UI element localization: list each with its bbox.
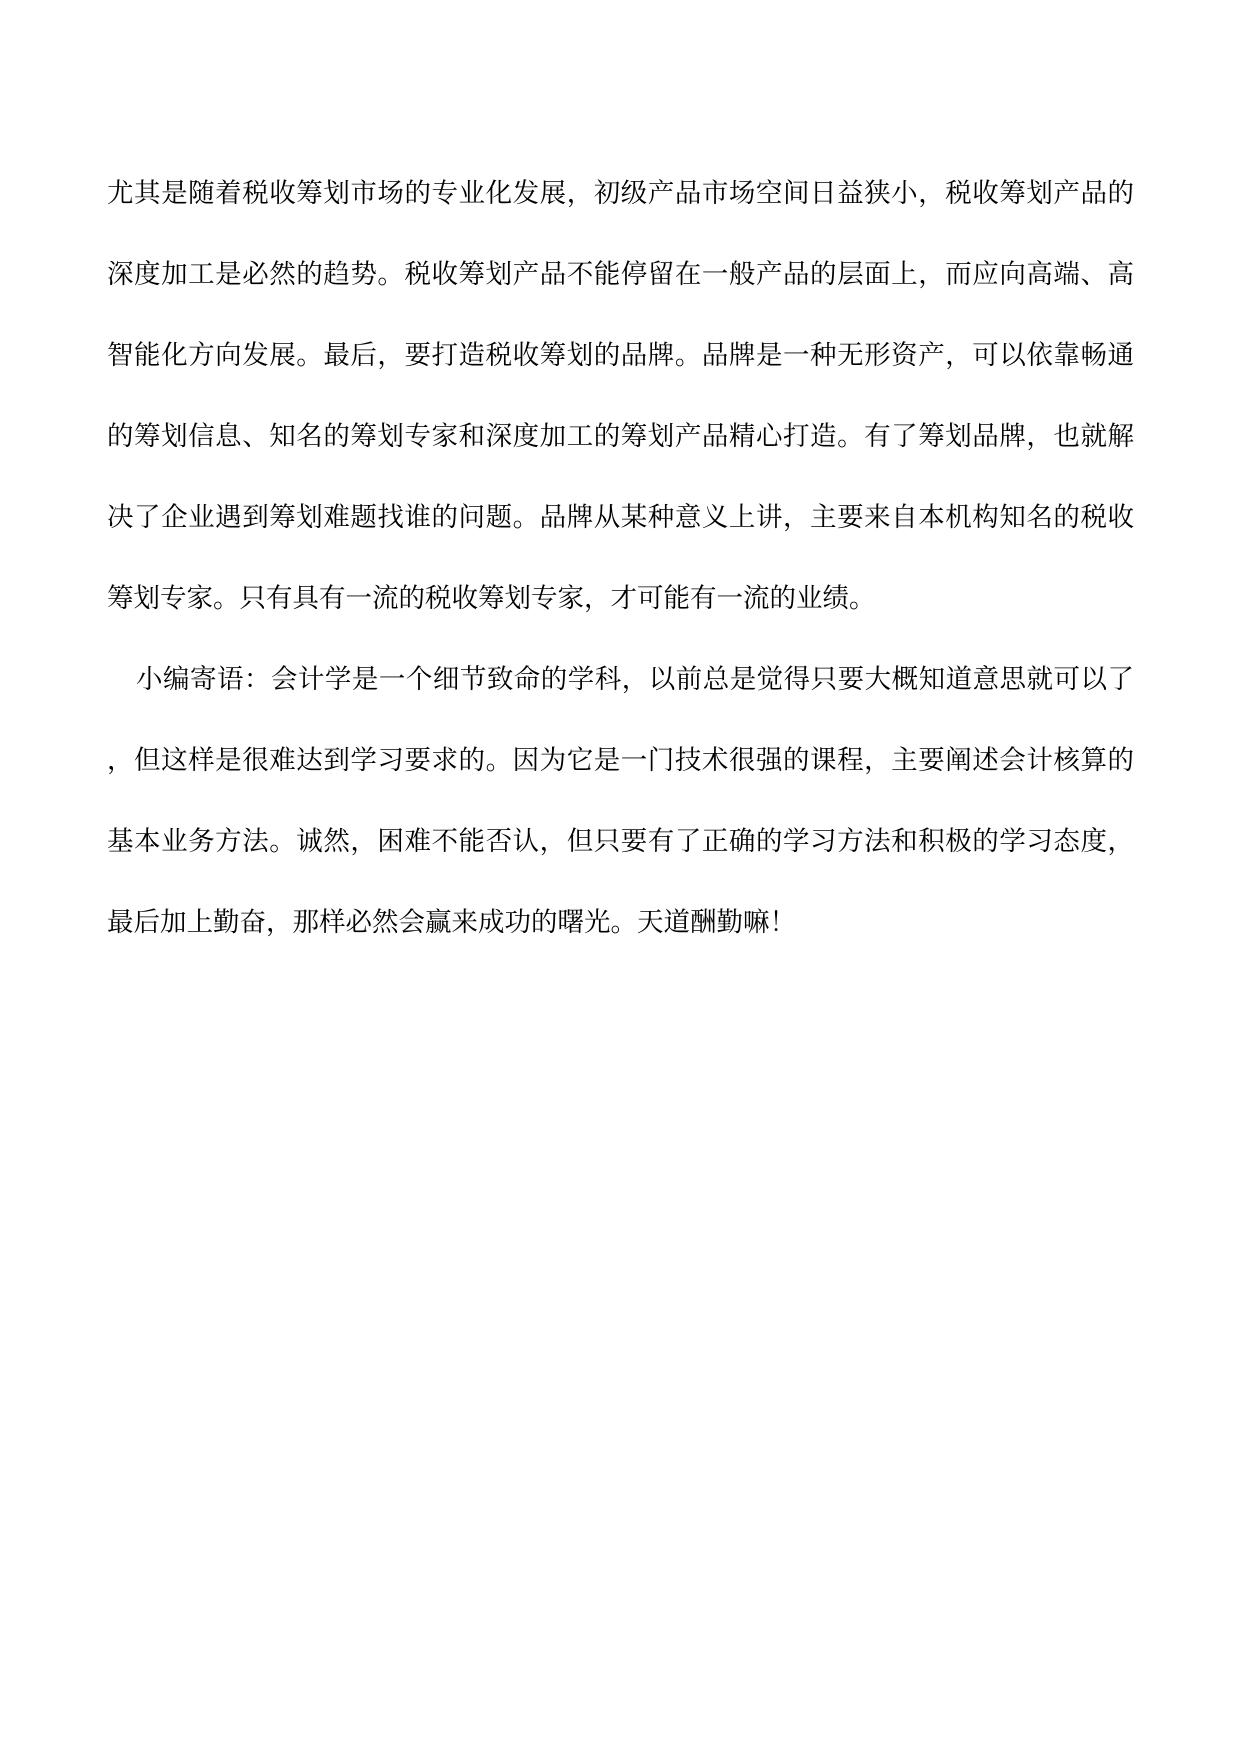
paragraph-tax-planning-brand: 尤其是随着税收筹划市场的专业化发展，初级产品市场空间日益狭小，税收筹划产品的深度加工是必然的趋势。税收筹划产品不能停留在一般产品的层面上，而应向高端、高智能化方向发展。最后，要打造税收筹划的品牌。品牌是一种无形资产，可以依靠畅通的筹划信息、知名的筹划专家和深度加工的筹划产品精心打造。有了筹划品牌，也就解决了企业遇到筹划难题找谁的问题。品牌从某种意义上讲，主要来自本机构知名的税收筹划专家。只有具有一流的税收筹划专家，才可能有一流的业绩。 bbox=[107, 178, 1134, 614]
document-body bbox=[107, 153, 1134, 963]
paragraph-editor-note: 小编寄语：会计学是一个细节致命的学科，以前总是觉得只要大概知道意思就可以了，但这样是很难达到学习要求的。因为它是一门技术很强的课程，主要阐述会计核算的基本业务方法。诚然，困难不能否认，但只要有了正确的学习方法和积极的学习态度，最后加上勤奋，那样必然会赢来成功的曙光。天道酬勤嘛！ bbox=[107, 664, 1134, 938]
